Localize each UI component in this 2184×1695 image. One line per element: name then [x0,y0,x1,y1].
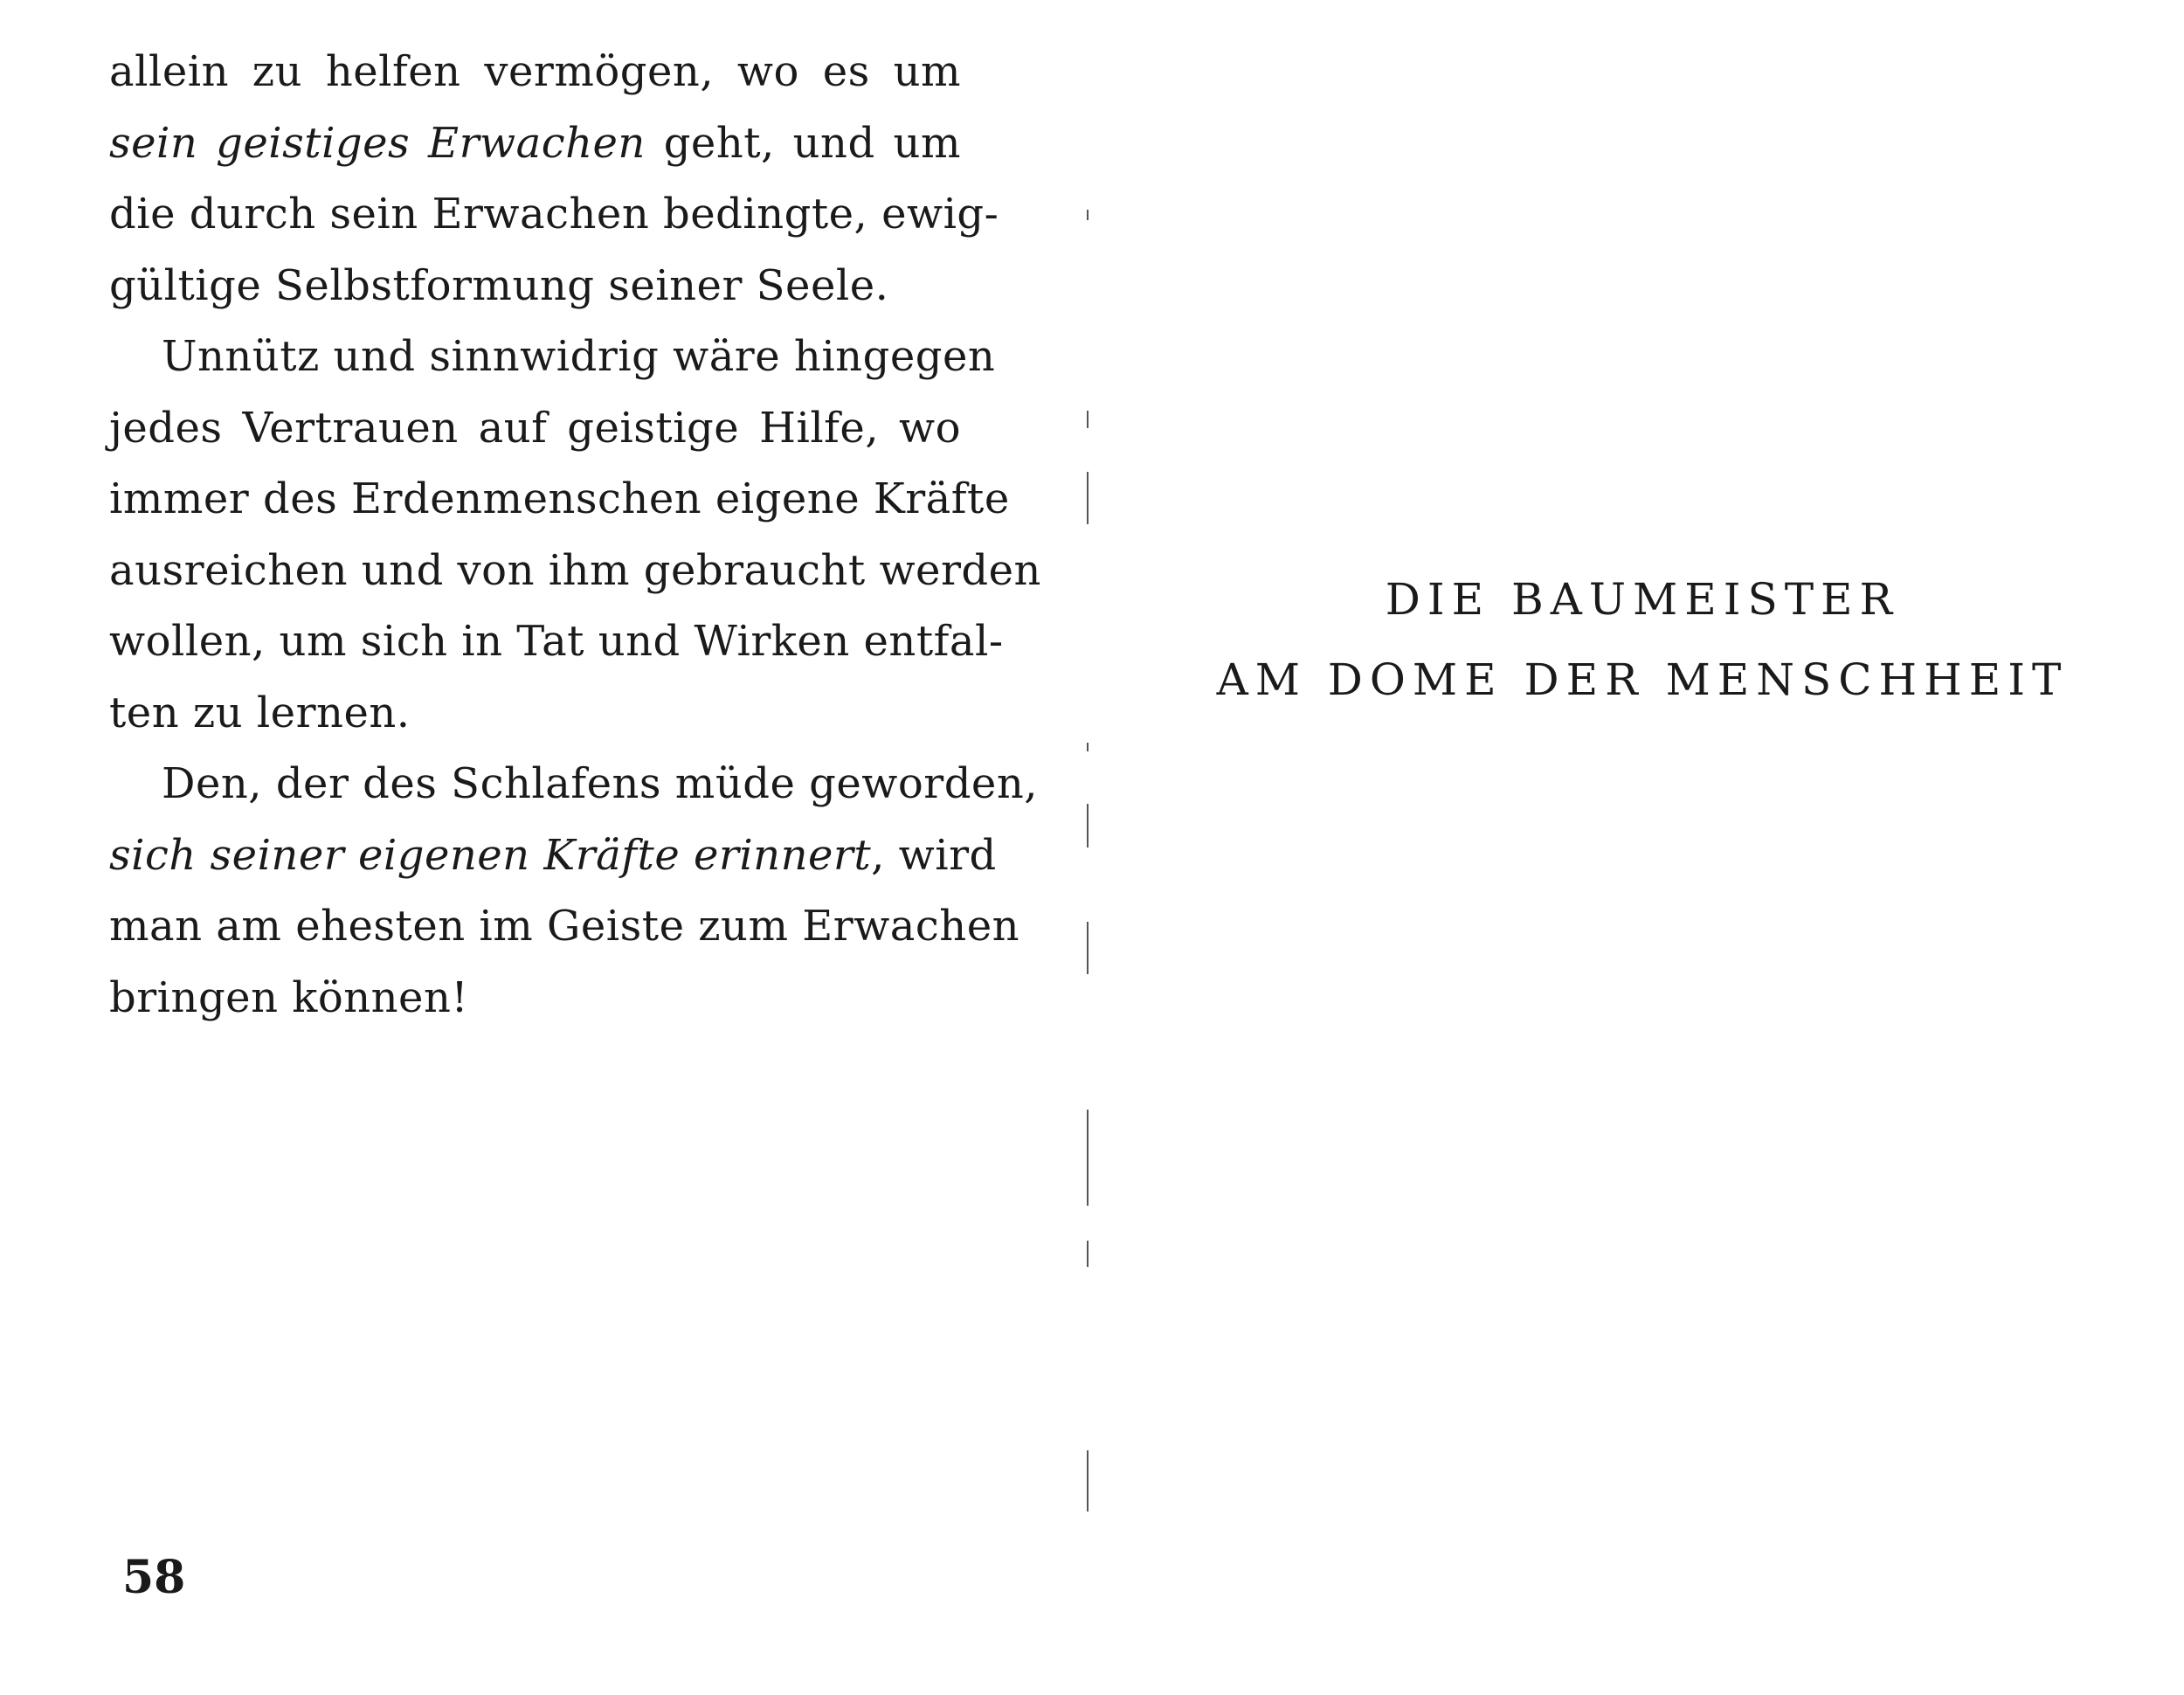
body-text [109,37,1041,1034]
gutter-mark [1087,1110,1089,1206]
text-segment: , wird [871,830,997,880]
paragraph [109,749,1038,1034]
text-segment: allein zu helfen vermögen, wo es um [109,47,961,96]
text-line [109,891,1020,963]
text-line [109,179,999,251]
text-line [109,393,961,465]
text-line [109,678,961,750]
text-segment: die durch sein Erwachen bedingte, ewig- [109,190,999,239]
text-segment: geht, und um [645,118,961,168]
gutter-mark [1087,1450,1089,1512]
text-segment: gültige Selbstformung seiner Seele. [109,260,889,310]
text-segment: jedes Vertrauen auf geistige Hilfe, wo [109,403,961,453]
text-line [109,963,961,1034]
gutter-mark [1087,804,1089,848]
paragraph [109,322,1041,749]
section-title-line-1: DIE BAUMEISTER [1385,574,1900,625]
italic-text: sein geistiges Erwachen [109,118,646,168]
gutter-binding [1083,0,1092,1695]
text-segment: bringen können! [109,972,469,1022]
paragraph [109,37,999,322]
text-line [109,536,1041,607]
text-line [109,108,961,180]
gutter-mark [1087,472,1089,524]
text-segment: Unnütz und sinnwidrig wäre hingegen [162,332,996,381]
text-segment: ten zu lernen. [109,688,411,737]
left-page [109,37,1041,1034]
text-segment: Den, der des Schlafens müde geworden, [162,759,1038,808]
text-line [109,820,997,892]
gutter-mark [1087,743,1089,751]
text-line [109,606,1004,678]
text-line [109,322,996,393]
text-line [109,37,961,108]
gutter-mark [1087,411,1089,428]
text-segment: wollen, um sich in Tat und Wirken entfal- [109,617,1004,666]
italic-text: sich seiner eigenen Kräfte erinnert [109,830,872,880]
gutter-mark [1087,210,1089,220]
text-segment: ausreichen und von ihm gebraucht werden [109,545,1041,595]
gutter-mark [1087,922,1089,974]
text-line [109,464,1010,536]
text-line [109,251,961,322]
page-number: 58 [122,1551,186,1604]
section-title-line-2: AM DOME DER MENSCHHEIT [1216,654,2069,705]
text-segment: immer des Erdenmenschen eigene Kräfte [109,474,1010,523]
gutter-mark [1087,1241,1089,1267]
text-segment: man am ehesten im Geiste zum Erwachen [109,902,1020,951]
text-line [109,749,1038,820]
right-page [1206,559,2079,720]
